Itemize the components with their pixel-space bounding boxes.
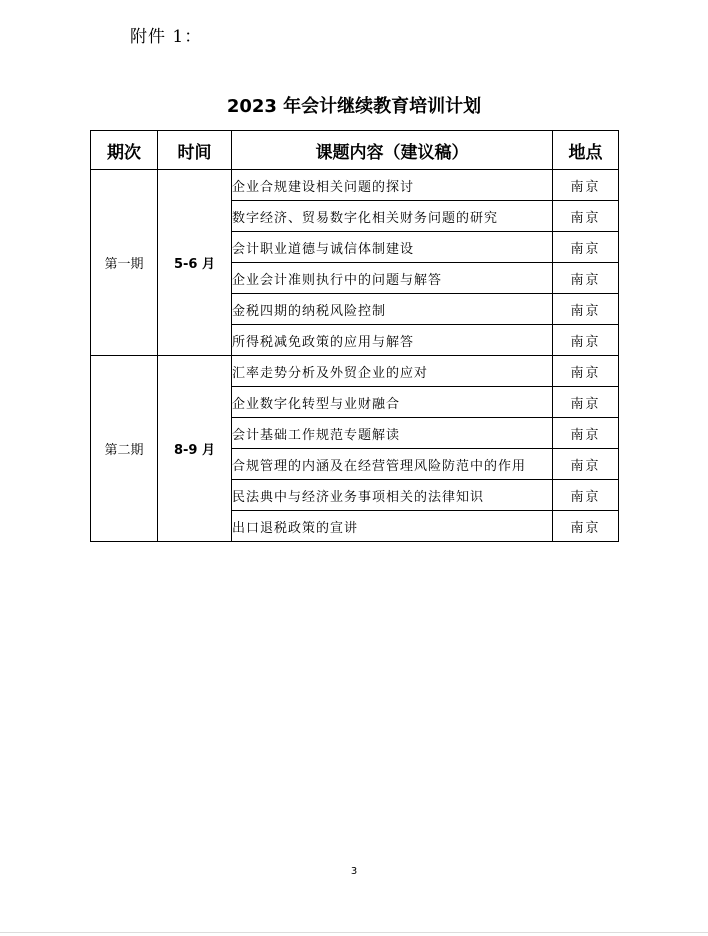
topic-cell: 合规管理的内涵及在经营管理风险防范中的作用 [232, 449, 553, 480]
topic-cell: 企业数字化转型与业财融合 [232, 387, 553, 418]
header-period: 期次 [91, 131, 158, 170]
time-cell: 8-9 月 [158, 356, 232, 542]
table-header-row [91, 131, 619, 170]
table-row [91, 170, 619, 201]
topic-cell: 出口退税政策的宣讲 [232, 511, 553, 542]
location-cell: 南京 [553, 356, 619, 387]
topic-cell: 会计基础工作规范专题解读 [232, 418, 553, 449]
period-cell: 第二期 [91, 356, 158, 542]
location-cell: 南京 [553, 418, 619, 449]
location-cell: 南京 [553, 232, 619, 263]
topic-cell: 汇率走势分析及外贸企业的应对 [232, 356, 553, 387]
location-cell: 南京 [553, 449, 619, 480]
topic-cell: 所得税减免政策的应用与解答 [232, 325, 553, 356]
topic-cell: 企业会计准则执行中的问题与解答 [232, 263, 553, 294]
topic-cell: 民法典中与经济业务事项相关的法律知识 [232, 480, 553, 511]
page-number: 3 [350, 866, 358, 877]
header-topic: 课题内容（建议稿） [232, 131, 553, 170]
location-cell: 南京 [553, 387, 619, 418]
topic-cell: 金税四期的纳税风险控制 [232, 294, 553, 325]
table-row [91, 356, 619, 387]
location-cell: 南京 [553, 294, 619, 325]
topic-cell: 会计职业道德与诚信体制建设 [232, 232, 553, 263]
period-cell: 第一期 [91, 170, 158, 356]
location-cell: 南京 [553, 325, 619, 356]
location-cell: 南京 [553, 480, 619, 511]
page-bottom-divider [0, 932, 708, 933]
training-plan-table [90, 130, 619, 542]
time-cell: 5-6 月 [158, 170, 232, 356]
document-title: 2023 年会计继续教育培训计划 [226, 96, 482, 117]
topic-cell: 企业合规建设相关问题的探讨 [232, 170, 553, 201]
header-location: 地点 [553, 131, 619, 170]
attachment-label: 附件 1： [130, 27, 203, 47]
location-cell: 南京 [553, 170, 619, 201]
location-cell: 南京 [553, 201, 619, 232]
location-cell: 南京 [553, 263, 619, 294]
topic-cell: 数字经济、贸易数字化相关财务问题的研究 [232, 201, 553, 232]
header-time: 时间 [158, 131, 232, 170]
location-cell: 南京 [553, 511, 619, 542]
